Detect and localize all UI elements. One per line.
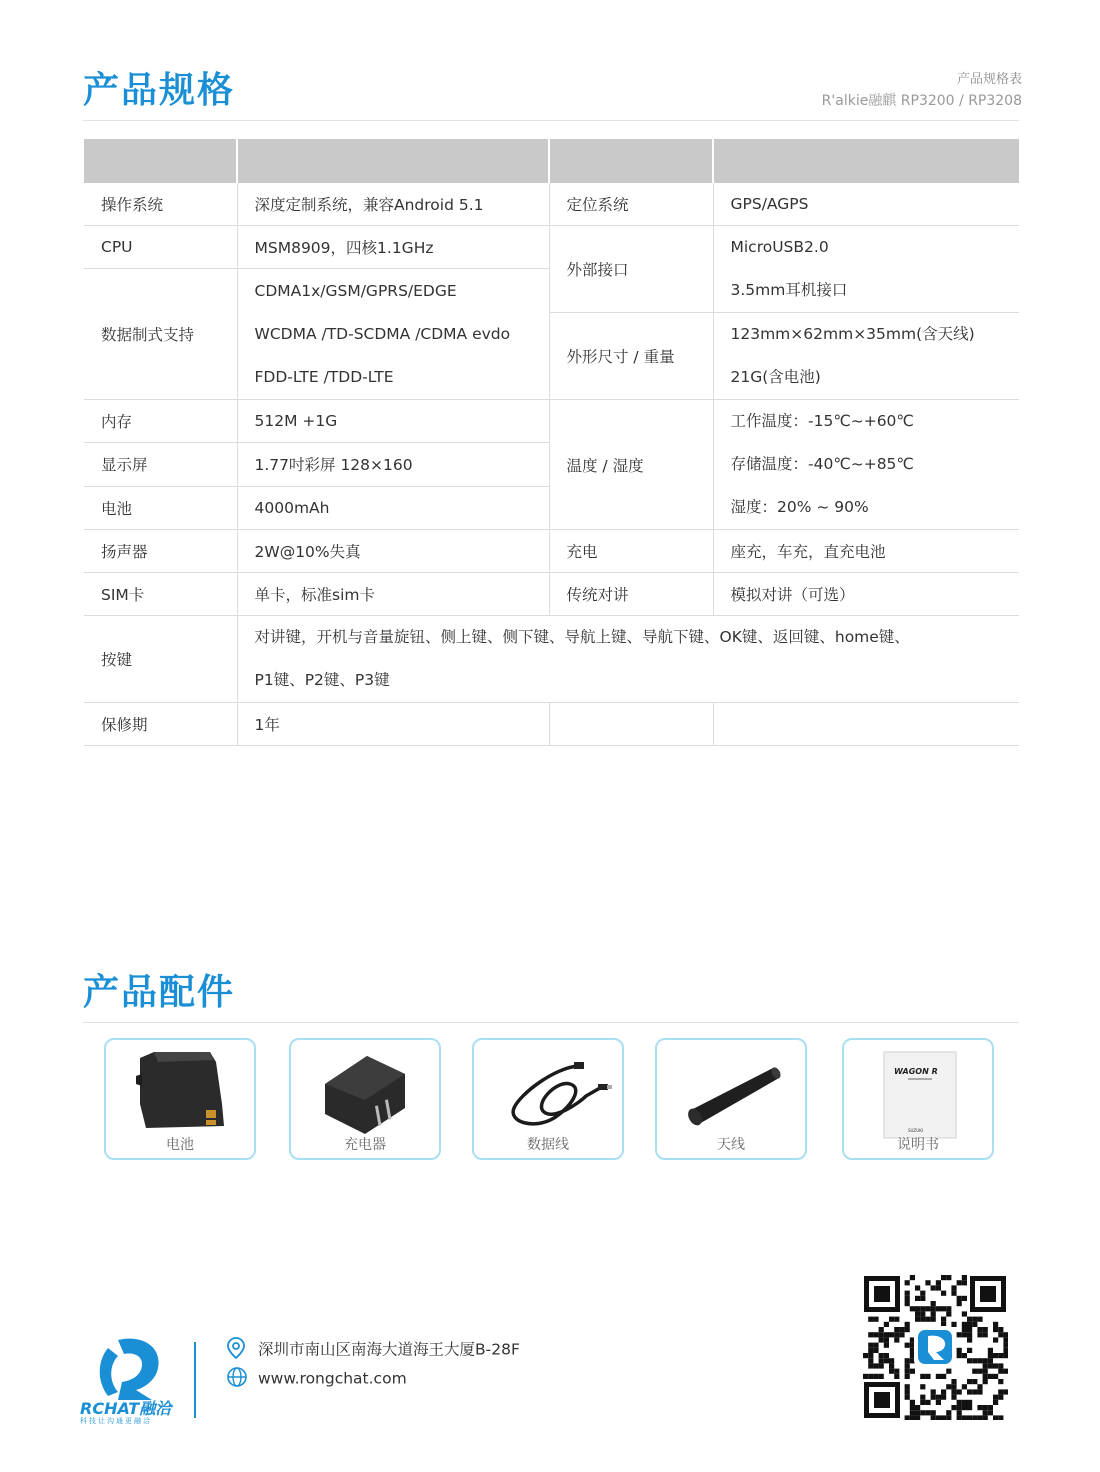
website-row [226, 1366, 407, 1392]
manual-cover-title: WAGON R [894, 1067, 938, 1076]
accessory-card-manual [842, 1038, 994, 1160]
network-value: CDMA1x/GSM/GPRS/EDGE [254, 281, 457, 300]
qr-logo [914, 1326, 956, 1368]
table-row [84, 703, 1019, 746]
port-label: 外部接口 [549, 226, 713, 313]
os-value: 深度定制系统，兼容Android 5.1 [237, 183, 549, 226]
battery-value: 4000mAh [237, 486, 549, 529]
document-type: 产品规格表 [956, 72, 1022, 87]
spec-table-header [84, 139, 1019, 183]
spec-table [84, 139, 1019, 746]
ptt-label: 传统对讲 [549, 573, 713, 616]
port-values [713, 226, 1019, 313]
accessories-divider [83, 1022, 1019, 1023]
logo-slogan: 科技让沟通更融洽 [80, 1417, 152, 1425]
keys-label: 按键 [84, 616, 237, 703]
size-value: 21G(含电池) [730, 368, 821, 386]
temperature-value: 工作温度：-15℃~+60℃ [730, 412, 914, 430]
gps-label: 定位系统 [549, 183, 713, 226]
temperature-label: 温度 / 湿度 [549, 400, 713, 530]
accessory-card-charger [289, 1038, 441, 1160]
keys-value: 对讲键，开机与音量旋钮、侧上键、侧下键、导航上键、导航下键、OK键、返回键、home键、 [254, 628, 910, 646]
size-value: 123mm×62mm×35mm(含天线) [730, 325, 975, 343]
warranty-label: 保修期 [84, 703, 237, 746]
qr-code [862, 1274, 1008, 1420]
accessories-title: 产品配件 [83, 972, 236, 1013]
gps-value: GPS/AGPS [713, 183, 1019, 226]
accessory-label: 充电器 [344, 1137, 386, 1153]
table-row [84, 226, 1019, 269]
model-line: R'alkie融麒 RP3200 / RP3208 [821, 93, 1022, 109]
network-value: WCDMA /TD-SCDMA /CDMA evdo [254, 324, 511, 343]
battery-image [106, 1044, 254, 1140]
sim-label: SIM卡 [84, 573, 237, 616]
battery-label: 电池 [84, 486, 237, 529]
port-value: MicroUSB2.0 [730, 238, 829, 256]
cpu-label: CPU [84, 226, 237, 269]
header-cell [84, 139, 237, 183]
page-title: 产品规格 [83, 70, 236, 111]
header-cell [549, 139, 713, 183]
company-logo [78, 1336, 190, 1428]
temperature-value: 湿度：20% ~ 90% [730, 498, 869, 516]
accessory-label: 电池 [166, 1137, 194, 1153]
footer-divider [194, 1342, 196, 1418]
table-row [84, 530, 1019, 573]
temperature-values [713, 400, 1019, 530]
location-pin-icon [226, 1337, 248, 1363]
screen-value: 1.77吋彩屏 128×160 [237, 443, 549, 486]
cable-image [474, 1044, 622, 1140]
ptt-value: 模拟对讲（可选） [713, 573, 1019, 616]
header-cell [237, 139, 549, 183]
temperature-value: 存储温度：-40℃~+85℃ [730, 455, 914, 473]
cpu-value: MSM8909，四核1.1GHz [237, 226, 549, 269]
globe-icon [226, 1366, 248, 1392]
size-values [713, 313, 1019, 400]
accessory-card-cable [472, 1038, 624, 1160]
speaker-label: 扬声器 [84, 530, 237, 573]
keys-value: P1键、P2键、P3键 [254, 671, 390, 689]
antenna-image [657, 1044, 805, 1140]
port-value: 3.5mm耳机接口 [730, 281, 848, 299]
speaker-value: 2W@10%失真 [237, 530, 549, 573]
accessory-label: 天线 [717, 1137, 745, 1153]
keys-values [237, 616, 1019, 703]
charger-image [291, 1044, 439, 1140]
address-text: 深圳市南山区南海大道海王大厦B-28F [258, 1340, 520, 1359]
header-divider [83, 120, 1019, 121]
manual-image [844, 1044, 992, 1140]
logo-text: RCHAT融洽 [80, 1399, 172, 1418]
charge-value: 座充，车充，直充电池 [713, 530, 1019, 573]
table-row [84, 616, 1019, 703]
charge-label: 充电 [549, 530, 713, 573]
warranty-value: 1年 [237, 703, 549, 746]
website-link[interactable]: www.rongchat.com [258, 1369, 407, 1388]
size-label: 外形尺寸 / 重量 [549, 313, 713, 400]
network-value: FDD-LTE /TDD-LTE [254, 367, 394, 386]
accessory-card-antenna [655, 1038, 807, 1160]
table-row [84, 573, 1019, 616]
address-row [226, 1337, 520, 1363]
memory-value: 512M +1G [237, 400, 549, 443]
empty-cell [713, 703, 1019, 746]
network-label: 数据制式支持 [84, 269, 237, 400]
empty-cell [549, 703, 713, 746]
manual-cover-brand: SUZUKI [908, 1128, 923, 1133]
accessory-card-battery [104, 1038, 256, 1160]
header-cell [713, 139, 1019, 183]
accessory-label: 说明书 [897, 1137, 939, 1153]
memory-label: 内存 [84, 400, 237, 443]
screen-label: 显示屏 [84, 443, 237, 486]
table-row [84, 183, 1019, 226]
accessory-label: 数据线 [527, 1137, 569, 1153]
network-values [237, 269, 549, 400]
table-row [84, 400, 1019, 443]
os-label: 操作系统 [84, 183, 237, 226]
sim-value: 单卡，标准sim卡 [237, 573, 549, 616]
